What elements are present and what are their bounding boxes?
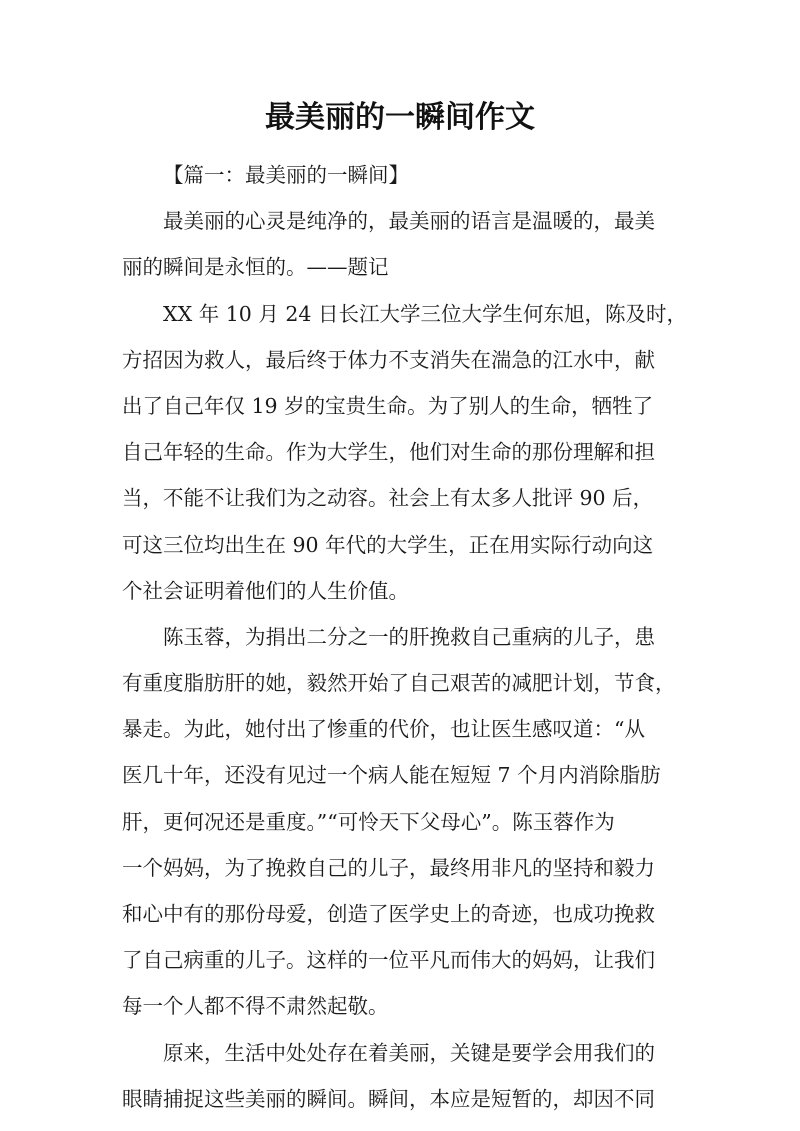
paragraph-line: 陈玉蓉，为捐出二分之一的肝挽救自己重病的儿子，患 — [163, 624, 655, 649]
paragraph-line: 眼睛捕捉这些美丽的瞬间。瞬间，本应是短暂的，却因不同 — [122, 1086, 655, 1111]
paragraph-line: 当，不能不让我们为之动容。社会上有太多人批评 90 后， — [122, 486, 654, 511]
paragraph-line: 出了自己年仅 19 岁的宝贵生命。为了别人的生命，牺牲了 — [122, 393, 654, 418]
paragraph-line: 每一个人都不得不肃然起敬。 — [122, 994, 389, 1019]
paragraph-line: 个社会证明着他们的人生价值。 — [122, 578, 409, 603]
paragraph-line: 暴走。为此，她付出了惨重的代价，也让医生感叹道：“从 — [122, 717, 645, 742]
paragraph-line: 可这三位均出生在 90 年代的大学生，正在用实际行动向这 — [122, 532, 654, 557]
paragraph-line: 丽的瞬间是永恒的。——题记 — [122, 255, 389, 280]
document-title: 最美丽的一瞬间作文 — [265, 100, 535, 135]
paragraph — [122, 291, 687, 614]
paragraph-line: 和心中有的那份母爱，创造了医学史上的奇迹，也成功挽救 — [122, 902, 655, 926]
section-heading: 【篇一：最美丽的一瞬间】 — [163, 163, 409, 187]
paragraph-line: 原来，生活中处处存在着美丽，关键是要学会用我们的 — [163, 1040, 655, 1065]
paragraph-line: 了自己病重的儿子。这样的一位平凡而伟大的妈妈，让我们 — [122, 948, 655, 973]
paragraph — [122, 614, 678, 1030]
paragraph-line: 医几十年，还没有见过一个病人能在短短 7 个月内消除脂肪 — [122, 763, 661, 788]
paragraph-line: 肝，更何况还是重度。”“可怜天下父母心”。陈玉蓉作为 — [122, 809, 615, 834]
paragraph — [122, 1030, 678, 1122]
document-body — [122, 152, 687, 1122]
paragraph-line: 一个妈妈，为了挽救自己的儿子，最终用非凡的坚持和毅力 — [122, 855, 655, 880]
paragraph-line: 自己年轻的生命。作为大学生，他们对生命的那份理解和担 — [122, 440, 655, 465]
paragraph-line: 最美丽的心灵是纯净的，最美丽的语言是温暖的，最美 — [163, 209, 655, 234]
paragraph-line: 方招因为救人，最后终于体力不支消失在湍急的江水中，献 — [122, 347, 655, 372]
paragraph-line: 有重度脂肪肝的她，毅然开始了自己艰苦的减肥计划，节食， — [122, 671, 676, 696]
paragraph — [122, 198, 678, 290]
paragraph-line: XX 年 10 月 24 日长江大学三位大学生何东旭，陈及时， — [163, 301, 687, 326]
